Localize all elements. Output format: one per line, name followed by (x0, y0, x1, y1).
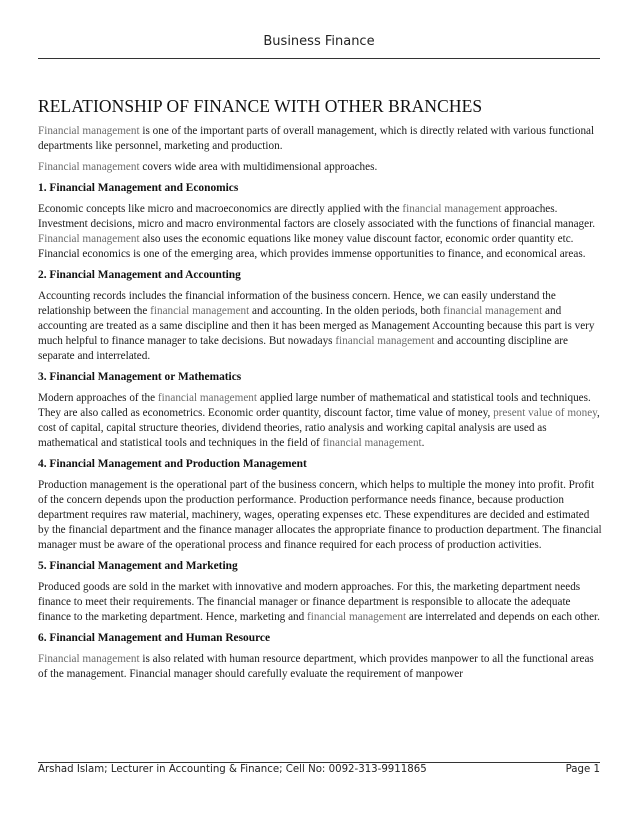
body-text: and accounting. In the olden periods, both (249, 305, 444, 317)
body-text: Economic concepts like micro and macroeconomics are directly applied with the (38, 203, 403, 215)
body-text: applied large number of mathematical and statistical tools and techniques. They are also called as econometrics. Economic order quantity, discount factor, time value of money, (38, 392, 591, 419)
body-text: Produced goods are sold in the market with innovative and modern approaches. For this, the marketing department needs finance to meet their requirements. The financial manager or finance department is responsible to allocate the adequate finance to the marketing department. Hence, marketing and (38, 581, 581, 623)
body-text: Modern approaches of the (38, 392, 158, 404)
running-header: Business Finance (263, 34, 375, 49)
document-body (38, 124, 602, 688)
highlighted-term: Financial management (38, 161, 140, 173)
highlighted-term: Financial management (38, 653, 140, 665)
header-divider (38, 58, 600, 59)
body-text: Production management is the operational part of the business concern, which helps to multiple the money into profit. Profit of the concern depends upon the production performance. Production performance needs finance, because production department requires raw material, machinery, wages, operating expenses etc. These expenditures are decided and estimated by the financial department and the finance manager allocates the appropriate finance to production department. The financial manager must be aware of the operational process and finance required for each process of production activities. (38, 479, 602, 551)
intro-paragraph-2 (38, 160, 602, 175)
body-text: approaches. Investment decisions, micro and macro environmental factors are closely associated with the functions of financial manager. (38, 203, 596, 230)
highlighted-term: present value of money (493, 407, 598, 419)
section-body-mathematics (38, 391, 602, 451)
highlighted-term: financial management (443, 305, 543, 317)
footer-divider (38, 762, 600, 763)
section-body-accounting (38, 289, 602, 364)
section-body-production (38, 478, 602, 553)
section-heading-economics: 1. Financial Management and Economics (38, 182, 239, 194)
body-text: and accounting are treated as a same discipline and then it has been merged as Management Accounting because this part is very much helpful to finance manager to take decisions. But nowadays (38, 305, 595, 347)
body-text: covers wide area with multidimensional approaches. (139, 161, 378, 173)
section-body-human-resource (38, 652, 602, 682)
body-text: is one of the important parts of overall management, which is directly related with various functional departments like personnel, marketing and production. (38, 125, 595, 152)
body-text: and accounting discipline are separate and interrelated. (38, 335, 568, 362)
section-body-marketing (38, 580, 602, 625)
highlighted-term: financial management (335, 335, 435, 347)
section-heading-marketing: 5. Financial Management and Marketing (38, 560, 238, 572)
document-title: RELATIONSHIP OF FINANCE WITH OTHER BRANCHES (38, 96, 483, 116)
page-number: Page 1 (565, 764, 600, 775)
footer-author-info: Arshad Islam; Lecturer in Accounting & Finance; Cell No: 0092-313-9911865 (38, 764, 427, 775)
section-heading-accounting: 2. Financial Management and Accounting (38, 269, 241, 281)
highlighted-term: Financial management (38, 233, 140, 245)
highlighted-term: financial management (307, 611, 407, 623)
section-heading-production: 4. Financial Management and Production Management (38, 458, 307, 470)
highlighted-term: financial management (157, 392, 258, 404)
section-body-economics (38, 202, 602, 262)
highlighted-term: financial management (150, 305, 250, 317)
highlighted-term: Financial management (38, 125, 140, 137)
section-heading-human-resource: 6. Financial Management and Human Resource (38, 632, 271, 644)
body-text: Accounting records includes the financial information of the business concern. Hence, we can easily understand the relationship between the (38, 290, 556, 317)
intro-paragraph (38, 124, 602, 154)
body-text: , cost of capital, capital structure theories, dividend theories, ratio analysis and working capital analysis are used as mathematical and statistical tools and techniques in the field of (38, 407, 600, 449)
highlighted-term: financial management (402, 203, 502, 215)
body-text: . (421, 437, 425, 449)
section-heading-mathematics: 3. Financial Management or Mathematics (38, 371, 242, 383)
body-text: also uses the economic equations like money value discount factor, economic order quantity etc. Financial economics is one of the emerging area, which provides immense opportunities to finance, and economical areas. (38, 233, 586, 260)
body-text: are interrelated and depends on each other. (406, 611, 600, 623)
highlighted-term: financial management (322, 437, 422, 449)
body-text: is also related with human resource department, which provides manpower to all the functional areas of the management. Financial manager should carefully evaluate the requirement of manpower (38, 653, 594, 680)
